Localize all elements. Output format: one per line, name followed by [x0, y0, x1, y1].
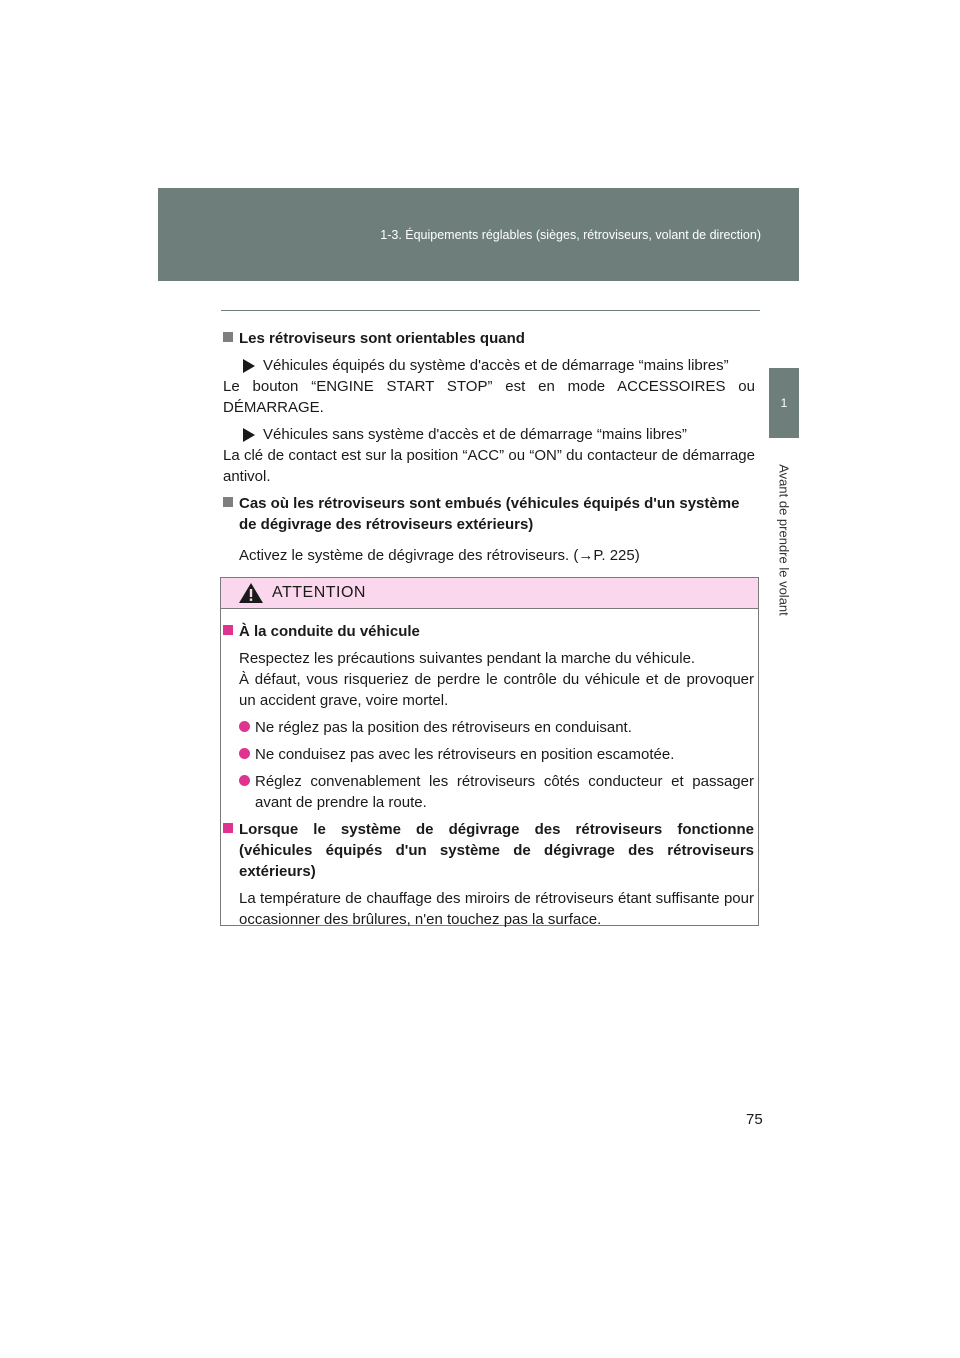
warning-bullet: Réglez convenablement les rétroviseurs côtés conducteur et passager avant de prendre la route. [223, 771, 754, 813]
warning-box [220, 577, 759, 926]
page-number: 75 [746, 1111, 763, 1128]
circle-bullet-icon [239, 721, 250, 732]
vehicle-condition-b: Véhicules sans système d'accès et de démarrage “mains libres” [223, 424, 755, 445]
top-rule [221, 310, 760, 311]
square-bullet-icon [223, 332, 233, 342]
section-title: 1-3. Équipements réglables (sièges, rétroviseurs, volant de direction) [380, 228, 761, 242]
square-bullet-icon [223, 625, 233, 635]
warning-text-1a: Respectez les précautions suivantes pendant la marche du véhicule. [239, 650, 696, 667]
circle-bullet-icon [239, 775, 250, 786]
warning-icon [238, 582, 264, 604]
triangle-arrow-icon [243, 359, 255, 373]
section1-heading: Les rétroviseurs sont orientables quand [223, 328, 755, 349]
warning-heading-1: À la conduite du véhicule [223, 621, 754, 642]
warning-text-2: La température de chauffage des miroirs de rétroviseurs étant suffisante pour occasionner des brûlures, n'en touchez pas la surface. [239, 890, 754, 928]
chapter-label: Avant de prendre le volant [776, 464, 792, 616]
arrow-icon: → [578, 547, 594, 564]
square-bullet-icon [223, 823, 233, 833]
section1-text-a: Le bouton “ENGINE START STOP” est en mode ACCESSOIRES ou DÉMARRAGE. [223, 378, 755, 416]
vehicle-condition-a: Véhicules équipés du système d'accès et de démarrage “mains libres” [223, 355, 755, 376]
main-content [223, 328, 755, 566]
chapter-number: 1 [780, 396, 788, 410]
chapter-tab [769, 368, 799, 438]
warning-bullet: Ne réglez pas la position des rétroviseurs en conduisant. [223, 717, 754, 738]
header-band [158, 188, 799, 281]
warning-text-1b: À défaut, vous risqueriez de perdre le contrôle du véhicule et de provoquer un accident grave, voire mortel. [239, 671, 754, 709]
warning-heading-2: Lorsque le système de dégivrage des rétroviseurs fonctionne (véhicules équipés d'un système de dégivrage des rétroviseurs extérieurs) [223, 819, 754, 882]
section2-text: Activez le système de dégivrage des rétroviseurs. (→P. 225) [239, 547, 640, 564]
section2-heading: Cas où les rétroviseurs sont embués (véhicules équipés d'un système de dégivrage des rétroviseurs extérieurs) [223, 493, 755, 535]
warning-bullet: Ne conduisez pas avec les rétroviseurs en position escamotée. [223, 744, 754, 765]
section1-text-b: La clé de contact est sur la position “ACC” ou “ON” du contacteur de démarrage antivol. [223, 447, 755, 485]
warning-header [221, 578, 758, 609]
square-bullet-icon [223, 497, 233, 507]
warning-body [221, 609, 758, 930]
triangle-arrow-icon [243, 428, 255, 442]
warning-title: ATTENTION [272, 584, 366, 601]
page-reference[interactable]: P. 225) [593, 547, 640, 564]
circle-bullet-icon [239, 748, 250, 759]
